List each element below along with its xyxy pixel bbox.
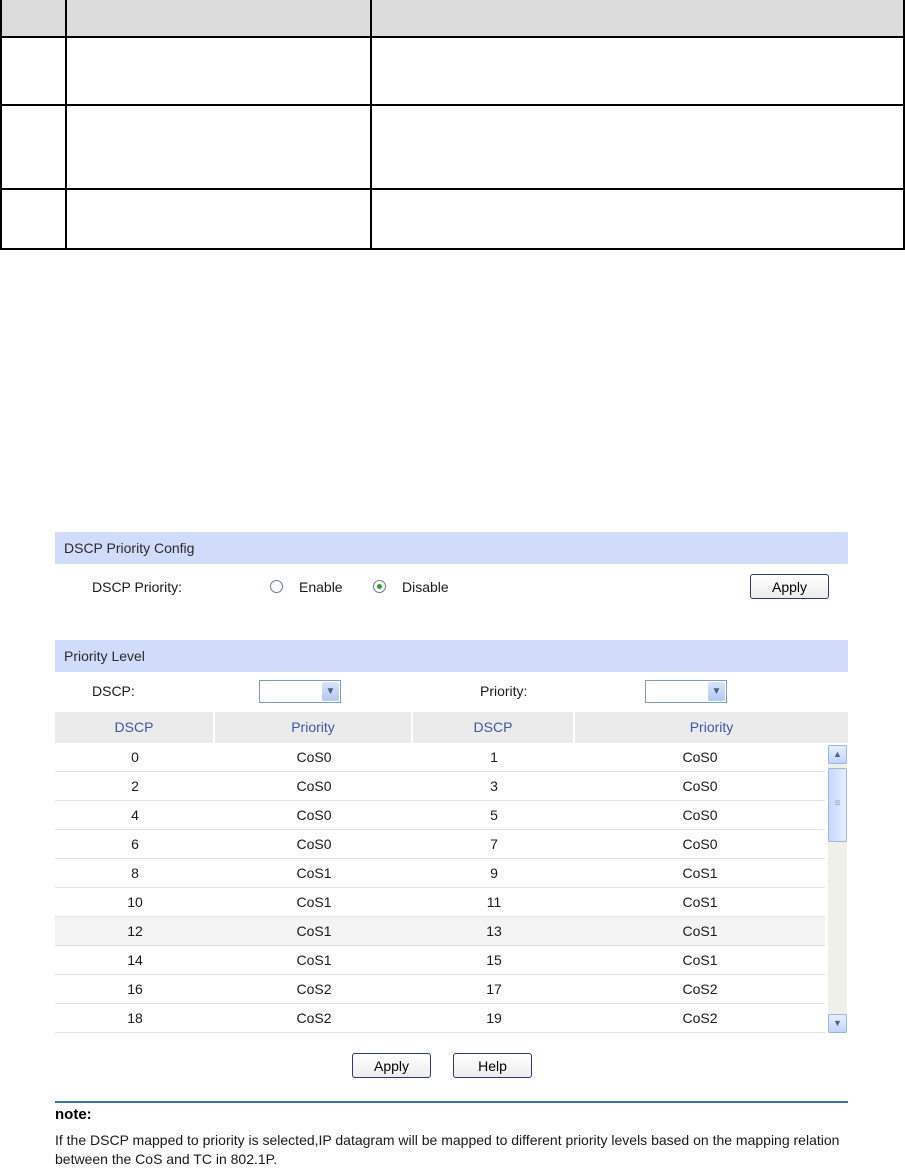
chevron-down-icon: ▼: [322, 682, 339, 701]
dscp-cell: 9: [490, 865, 498, 881]
dscp-cell: 2: [131, 778, 139, 794]
table-column-divider: [65, 0, 67, 250]
table-scrollbar[interactable]: [828, 745, 847, 1033]
priority-cell: CoS1: [296, 865, 332, 881]
dscp-select[interactable]: [259, 680, 341, 703]
column-header-priority: Priority: [575, 712, 848, 743]
priority-cell: CoS1: [682, 952, 718, 968]
priority-cell: CoS1: [682, 865, 718, 881]
priority-cell: CoS2: [296, 1010, 332, 1026]
priority-cell: CoS0: [296, 807, 332, 823]
dscp-cell: 7: [490, 836, 498, 852]
document-table-row: [0, 104, 905, 190]
dscp-cell: 12: [127, 923, 143, 939]
priority-mapping-table: [55, 743, 825, 1033]
disable-label[interactable]: Disable: [402, 579, 449, 595]
priority-cell: CoS2: [296, 981, 332, 997]
table-row: [55, 917, 825, 946]
apply-button[interactable]: Apply: [352, 1053, 431, 1078]
table-row: [55, 1004, 825, 1033]
scrollbar-thumb[interactable]: ≡: [828, 768, 847, 842]
dscp-cell: 1: [490, 749, 498, 765]
column-header-dscp: DSCP: [413, 712, 573, 743]
table-row: [55, 830, 825, 859]
dscp-cell: 11: [486, 894, 502, 910]
note-title: note:: [55, 1106, 92, 1123]
dscp-cell: 10: [127, 894, 143, 910]
priority-filter-label: Priority:: [480, 683, 528, 699]
dscp-cell: 13: [486, 923, 502, 939]
table-border-left: [0, 0, 2, 250]
config-apply-button[interactable]: Apply: [750, 574, 829, 599]
dscp-filter-label: DSCP:: [92, 683, 135, 699]
disable-radio[interactable]: [373, 580, 386, 593]
column-header-priority: Priority: [215, 712, 411, 743]
priority-cell: CoS1: [682, 894, 718, 910]
priority-cell: CoS1: [296, 894, 332, 910]
priority-cell: CoS0: [296, 778, 332, 794]
priority-cell: CoS1: [296, 952, 332, 968]
table-row: [55, 888, 825, 917]
enable-label[interactable]: Enable: [299, 579, 343, 595]
document-table-header: [0, 0, 905, 38]
note-text: If the DSCP mapped to priority is selected,IP datagram will be mapped to different priority levels based on the mapping relation between the CoS and TC in 802.1P.: [55, 1132, 840, 1167]
dscp-cell: 6: [131, 836, 139, 852]
table-row: [55, 946, 825, 975]
chevron-down-icon: ▼: [708, 682, 725, 701]
table-column-divider: [370, 0, 372, 250]
enable-radio[interactable]: [270, 580, 283, 593]
dscp-cell: 0: [131, 749, 139, 765]
help-button[interactable]: Help: [453, 1053, 532, 1078]
priority-cell: CoS0: [682, 807, 718, 823]
table-row: [55, 859, 825, 888]
dscp-cell: 5: [490, 807, 498, 823]
document-table-row: [0, 36, 905, 106]
document-table-row: [0, 188, 905, 250]
dscp-cell: 14: [127, 952, 143, 968]
priority-cell: CoS2: [682, 981, 718, 997]
dscp-cell: 3: [490, 778, 498, 794]
table-row: [55, 801, 825, 830]
priority-cell: CoS0: [682, 749, 718, 765]
table-row: [55, 975, 825, 1004]
note-divider: [55, 1101, 848, 1103]
dscp-cell: 16: [127, 981, 143, 997]
table-row: [55, 772, 825, 801]
priority-cell: CoS0: [682, 836, 718, 852]
dscp-cell: 19: [486, 1010, 502, 1026]
dscp-cell: 17: [486, 981, 502, 997]
table-row: [55, 743, 825, 772]
priority-cell: CoS1: [296, 923, 332, 939]
priority-select[interactable]: [645, 680, 727, 703]
dscp-priority-label: DSCP Priority:: [92, 579, 182, 595]
priority-level-header: Priority Level: [55, 640, 848, 672]
column-header-dscp: DSCP: [55, 712, 213, 743]
chevron-down-icon[interactable]: ▼: [828, 1014, 847, 1033]
priority-cell: CoS0: [682, 778, 718, 794]
dscp-cell: 4: [131, 807, 139, 823]
dscp-cell: 8: [131, 865, 139, 881]
priority-cell: CoS2: [682, 1010, 718, 1026]
priority-cell: CoS0: [296, 836, 332, 852]
dscp-priority-config-header: DSCP Priority Config: [55, 532, 848, 564]
priority-cell: CoS1: [682, 923, 718, 939]
dscp-cell: 15: [486, 952, 502, 968]
priority-cell: CoS0: [296, 749, 332, 765]
dscp-cell: 18: [127, 1010, 143, 1026]
chevron-up-icon[interactable]: ▲: [828, 745, 847, 764]
